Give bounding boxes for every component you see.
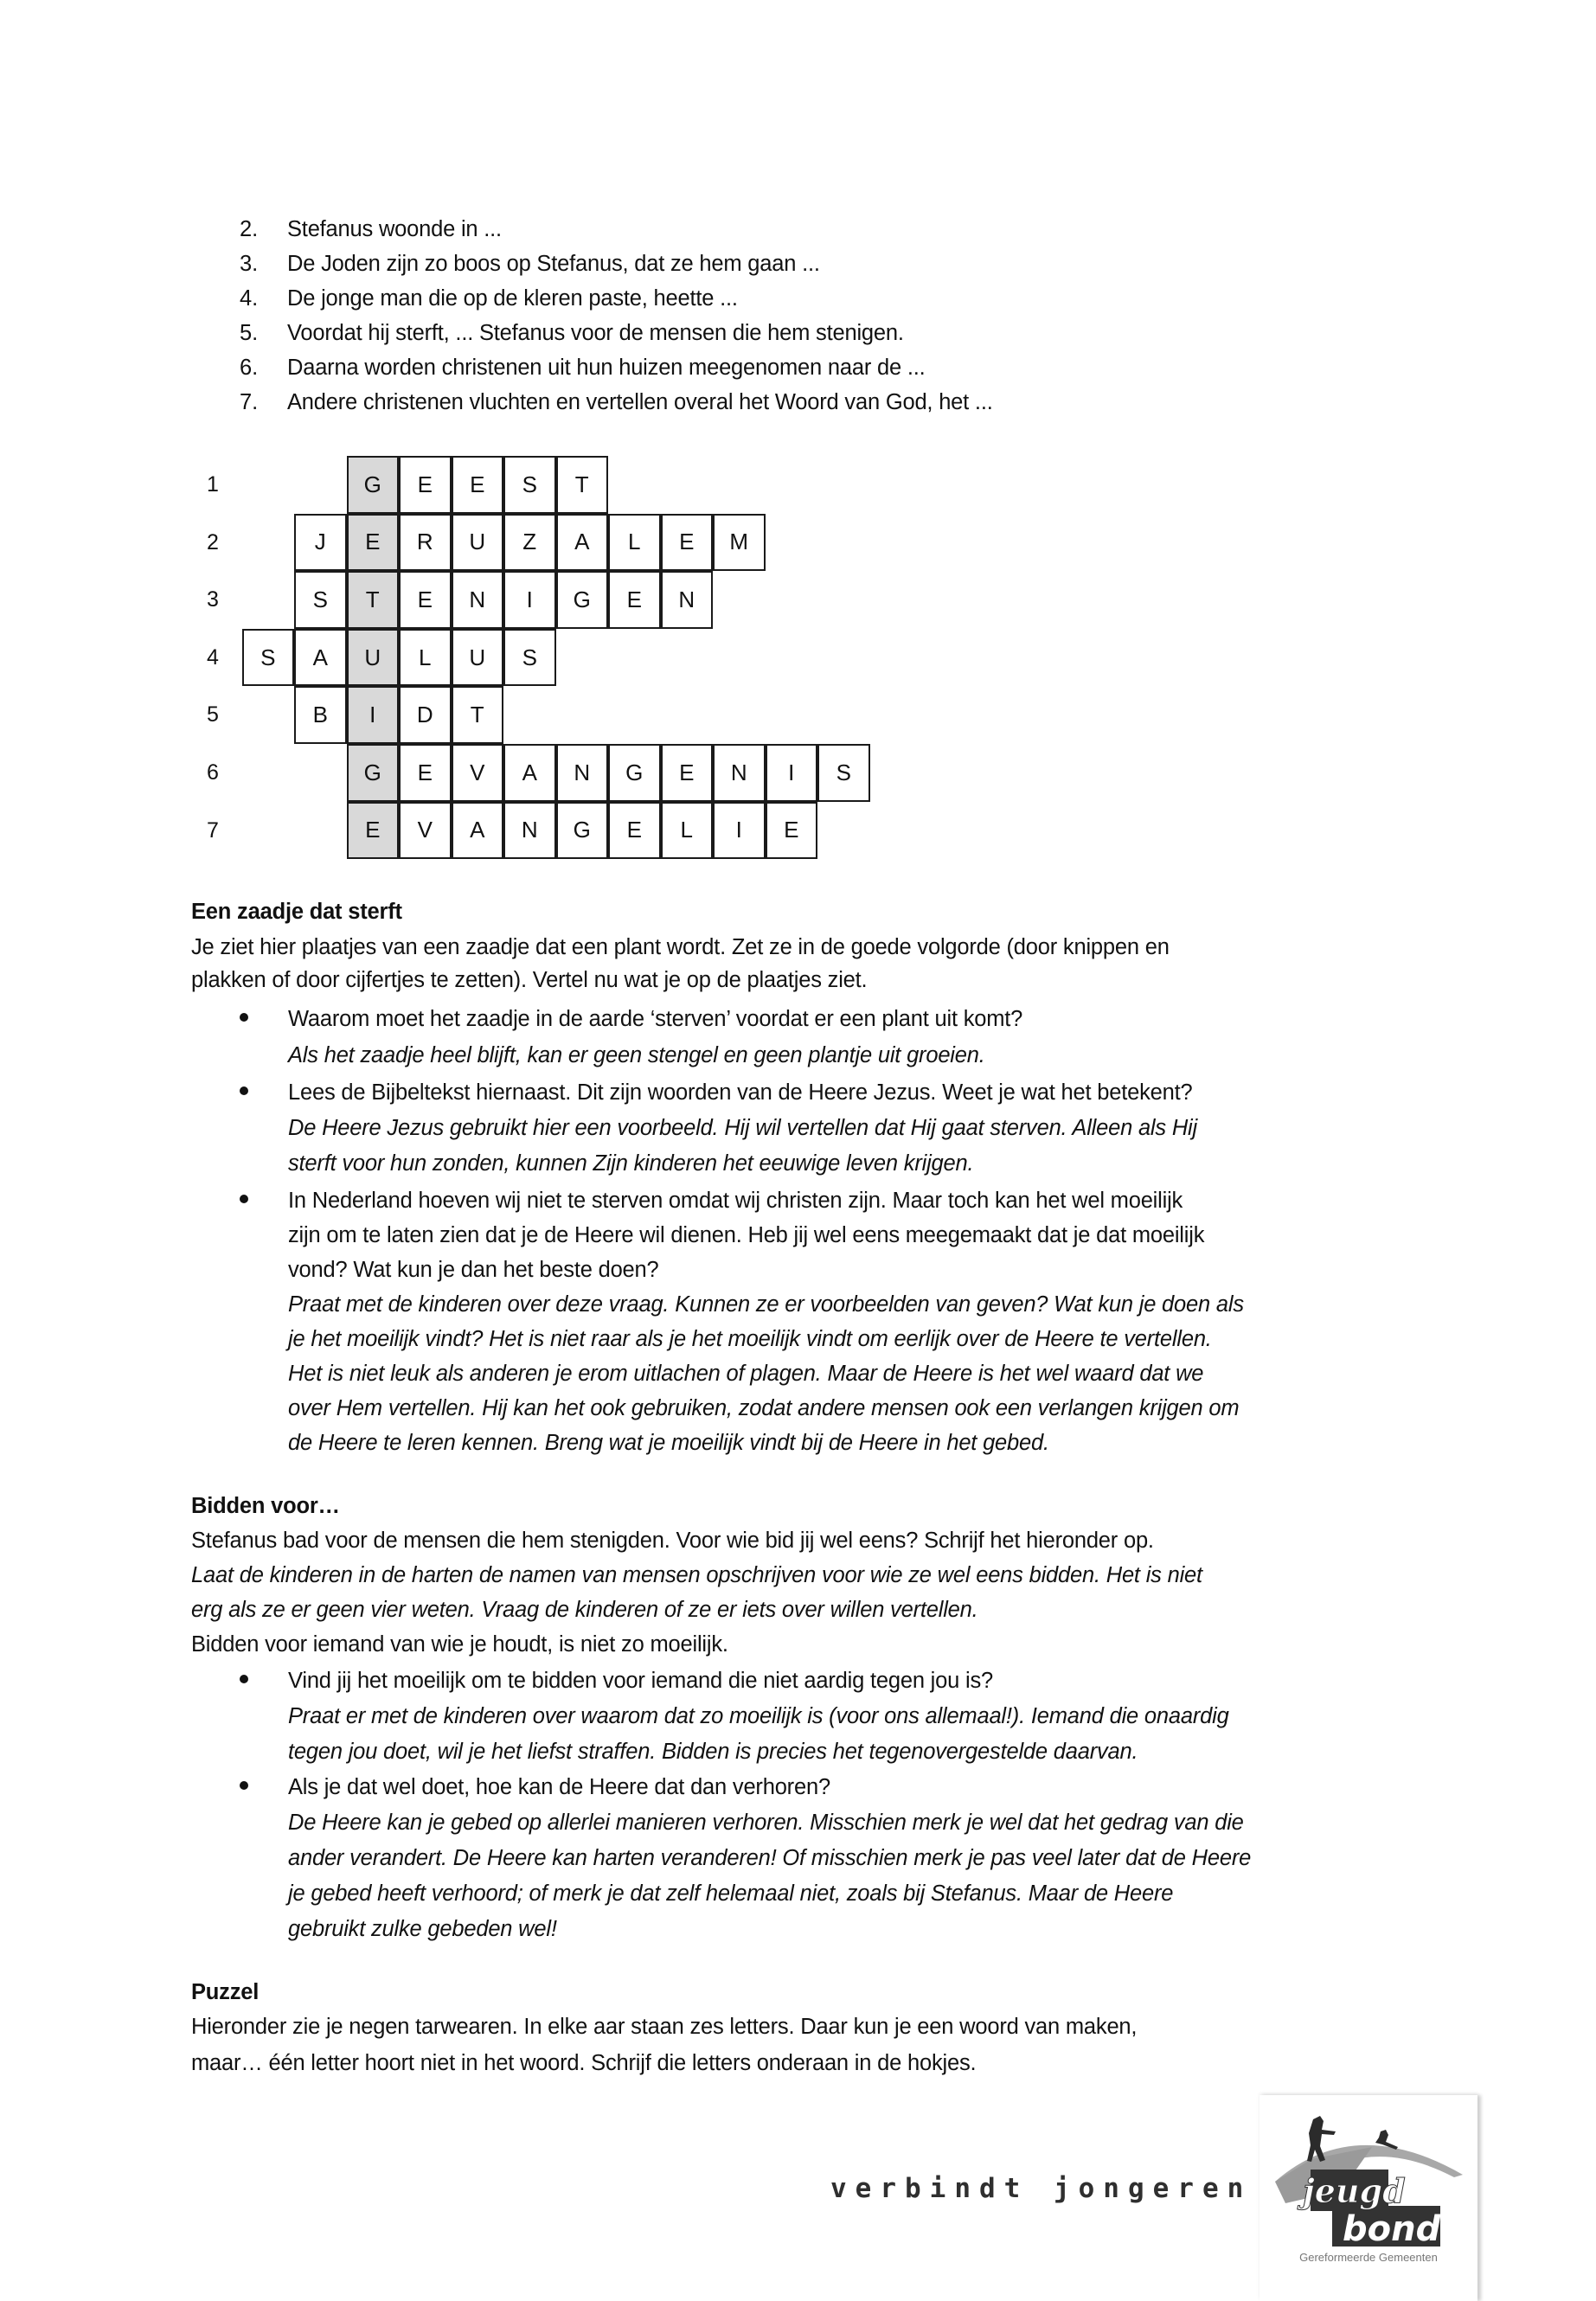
crossword-cell[interactable]: R	[399, 514, 452, 572]
crossword-cell[interactable]: S	[503, 629, 556, 687]
question-line: Waarom moet het zaadje in de aarde ‘sterven’ voordat er een plant uit komt?	[288, 1007, 1023, 1031]
question-line: vond? Wat kun je dan het beste doen?	[288, 1258, 659, 1282]
crossword-cell[interactable]: E	[399, 744, 452, 802]
paragraph-line: Bidden voor iemand van wie je houdt, is niet zo moeilijk.	[191, 1632, 728, 1657]
crossword-cell[interactable]: N	[556, 744, 609, 802]
svg-text:jeugd: jeugd	[1303, 2171, 1406, 2210]
clue-text: Stefanus woonde in ...	[287, 217, 502, 241]
answer-line: de Heere te leren kennen. Breng wat je moeilijk vindt bij de Heere in het gebed.	[288, 1431, 1049, 1455]
crossword-cell[interactable]: S	[294, 571, 347, 629]
tagline-logo: verbindt jongeren	[830, 2173, 1253, 2204]
crossword-cell-highlighted[interactable]: E	[347, 802, 400, 860]
logo-subtitle: Gereformeerde Gemeenten	[1299, 2251, 1438, 2264]
crossword-row-number: 6	[207, 760, 219, 785]
crossword-cell[interactable]: Z	[503, 514, 556, 572]
crossword-row-number: 7	[207, 817, 219, 843]
answer-line: Praat met de kinderen over deze vraag. Kunnen ze er voorbeelden van geven? Wat kun je doen als	[288, 1292, 1244, 1317]
section-heading: Een zaadje dat sterft	[191, 900, 402, 924]
crossword-cell[interactable]: E	[399, 571, 452, 629]
crossword-cell[interactable]: U	[452, 629, 504, 687]
clue-text: De Joden zijn zo boos op Stefanus, dat ze hem gaan ...	[287, 252, 820, 276]
crossword-cell[interactable]: S	[817, 744, 870, 802]
clue-text: Andere christenen vluchten en vertellen overal het Woord van God, het ...	[287, 390, 993, 414]
answer-line: Als het zaadje heel blijft, kan er geen stengel en geen plantje uit groeien.	[288, 1043, 985, 1067]
clue-text: De jonge man die op de kleren paste, heette ...	[287, 286, 738, 311]
note-line: erg als ze er geen vier weten. Vraag de kinderen of ze er iets over willen vertellen.	[191, 1598, 978, 1622]
crossword-cell[interactable]: E	[661, 514, 714, 572]
clue-number: 5.	[240, 321, 259, 345]
answer-line: ander verandert. De Heere kan harten veranderen! Of misschien merk je pas veel later dat de Heere	[288, 1846, 1252, 1870]
crossword-cell[interactable]: N	[452, 571, 504, 629]
jeugdbond-logo	[1259, 2095, 1477, 2301]
answer-line: je het moeilijk vindt? Het is niet raar als je het moeilijk vindt om eerlijk over de Heere te vertellen.	[288, 1327, 1212, 1351]
crossword-cell[interactable]: G	[556, 571, 609, 629]
crossword-cell[interactable]: T	[452, 686, 504, 744]
svg-text:bond: bond	[1343, 2209, 1441, 2247]
crossword-cell[interactable]: I	[713, 802, 766, 860]
crossword-cell[interactable]: V	[399, 802, 452, 860]
crossword-cell[interactable]: N	[661, 571, 714, 629]
crossword-cell[interactable]: S	[503, 456, 556, 514]
crossword-cell-highlighted[interactable]: U	[347, 629, 400, 687]
clue-text: Voordat hij sterft, ... Stefanus voor de mensen die hem stenigen.	[287, 321, 904, 345]
crossword-cell[interactable]: D	[399, 686, 452, 744]
crossword-cell[interactable]: E	[661, 744, 714, 802]
question-line: Vind jij het moeilijk om te bidden voor iemand die niet aardig tegen jou is?	[288, 1669, 993, 1693]
answer-line: Het is niet leuk als anderen je erom uitlachen of plagen. Maar de Heere is het wel waard dat we	[288, 1362, 1204, 1386]
crossword-cell[interactable]: E	[452, 456, 504, 514]
bullet-icon	[240, 1781, 248, 1790]
clue-number: 6.	[240, 356, 259, 380]
section-heading: Puzzel	[191, 1980, 260, 2004]
crossword-cell[interactable]: I	[766, 744, 818, 802]
crossword-cell-highlighted[interactable]: G	[347, 456, 400, 514]
answer-line: De Heere kan je gebed op allerlei manieren verhoren. Misschien merk je wel dat het gedrag van die	[288, 1811, 1244, 1835]
crossword-cell[interactable]: V	[452, 744, 504, 802]
crossword-cell[interactable]: N	[713, 744, 766, 802]
crossword-cell[interactable]: A	[452, 802, 504, 860]
crossword-row-number: 5	[207, 702, 219, 727]
crossword-cell-highlighted[interactable]: I	[347, 686, 400, 744]
crossword-row-number: 1	[207, 472, 219, 497]
answer-line: Praat er met de kinderen over waarom dat zo moeilijk is (voor ons allemaal!). Iemand die onaardig	[288, 1704, 1229, 1728]
question-line: zijn om te laten zien dat je de Heere wil dienen. Heb jij wel eens meegemaakt dat je dat moeilijk	[288, 1223, 1205, 1247]
question-line: Lees de Bijbeltekst hiernaast. Dit zijn woorden van de Heere Jezus. Weet je wat het betekent?	[288, 1080, 1193, 1105]
crossword-cell[interactable]: J	[294, 514, 347, 572]
crossword-cell[interactable]: N	[503, 802, 556, 860]
clue-number: 4.	[240, 286, 259, 311]
paragraph-line: Je ziet hier plaatjes van een zaadje dat een plant wordt. Zet ze in de goede volgorde (door knippen en	[191, 935, 1170, 959]
crossword-cell[interactable]: S	[242, 629, 295, 687]
clue-number: 7.	[240, 390, 259, 414]
crossword-cell-highlighted[interactable]: T	[347, 571, 400, 629]
crossword-cell[interactable]: A	[556, 514, 609, 572]
crossword-cell-highlighted[interactable]: E	[347, 514, 400, 572]
bullet-icon	[240, 1013, 248, 1022]
crossword-cell[interactable]: E	[608, 571, 661, 629]
note-line: Laat de kinderen in de harten de namen van mensen opschrijven voor wie ze wel eens bidden. Het is niet	[191, 1563, 1202, 1587]
crossword-cell[interactable]: U	[452, 514, 504, 572]
crossword-cell[interactable]: A	[503, 744, 556, 802]
crossword-cell[interactable]: I	[503, 571, 556, 629]
question-line: Als je dat wel doet, hoe kan de Heere dat dan verhoren?	[288, 1775, 830, 1799]
paragraph-line: maar… één letter hoort niet in het woord. Schrijf die letters onderaan in de hokjes.	[191, 2051, 977, 2075]
bullet-icon	[240, 1675, 248, 1683]
crossword-cell[interactable]: G	[556, 802, 609, 860]
paragraph-line: Stefanus bad voor de mensen die hem stenigden. Voor wie bid jij wel eens? Schrijf het hieronder op.	[191, 1529, 1154, 1553]
crossword-cell[interactable]: M	[713, 514, 766, 572]
crossword-cell[interactable]: G	[608, 744, 661, 802]
clue-number: 2.	[240, 217, 259, 241]
bullet-icon	[240, 1086, 248, 1095]
section-heading: Bidden voor…	[191, 1494, 340, 1518]
answer-line: tegen jou doet, wil je het liefst straffen. Bidden is precies het tegenovergestelde daarvan.	[288, 1740, 1138, 1764]
crossword-cell[interactable]: L	[661, 802, 714, 860]
crossword-cell[interactable]: B	[294, 686, 347, 744]
paragraph-line: Hieronder zie je negen tarwearen. In elke aar staan zes letters. Daar kun je een woord van maken,	[191, 2015, 1138, 2039]
bullet-icon	[240, 1195, 248, 1203]
crossword-row-number: 2	[207, 529, 219, 554]
crossword-row-number: 3	[207, 587, 219, 612]
crossword-cell[interactable]: E	[608, 802, 661, 860]
answer-line: over Hem vertellen. Hij kan het ook gebruiken, zodat andere mensen ook een verlangen krijgen om	[288, 1396, 1240, 1420]
crossword-cell[interactable]: L	[608, 514, 661, 572]
crossword-cell[interactable]: L	[399, 629, 452, 687]
answer-line: sterft voor hun zonden, kunnen Zijn kinderen het eeuwige leven krijgen.	[288, 1151, 974, 1176]
jeugdbond-emblem-icon	[1259, 2095, 1477, 2247]
crossword-cell[interactable]: A	[294, 629, 347, 687]
clue-number: 3.	[240, 252, 259, 276]
crossword-cell-highlighted[interactable]: G	[347, 744, 400, 802]
crossword-cell[interactable]: E	[766, 802, 818, 860]
answer-line: De Heere Jezus gebruikt hier een voorbeeld. Hij wil vertellen dat Hij gaat sterven. Alleen als Hij	[288, 1116, 1197, 1140]
paragraph-line: plakken of door cijfertjes te zetten). Vertel nu wat je op de plaatjes ziet.	[191, 968, 868, 992]
clue-text: Daarna worden christenen uit hun huizen meegenomen naar de ...	[287, 356, 926, 380]
crossword-cell[interactable]: T	[556, 456, 609, 514]
question-line: In Nederland hoeven wij niet te sterven omdat wij christen zijn. Maar toch kan het wel moeilijk	[288, 1189, 1183, 1213]
crossword-cell[interactable]: E	[399, 456, 452, 514]
answer-line: gebruikt zulke gebeden wel!	[288, 1917, 557, 1941]
crossword-row-number: 4	[207, 644, 219, 670]
answer-line: je gebed heeft verhoord; of merk je dat zelf helemaal niet, zoals bij Stefanus. Maar de Heere	[288, 1881, 1174, 1906]
